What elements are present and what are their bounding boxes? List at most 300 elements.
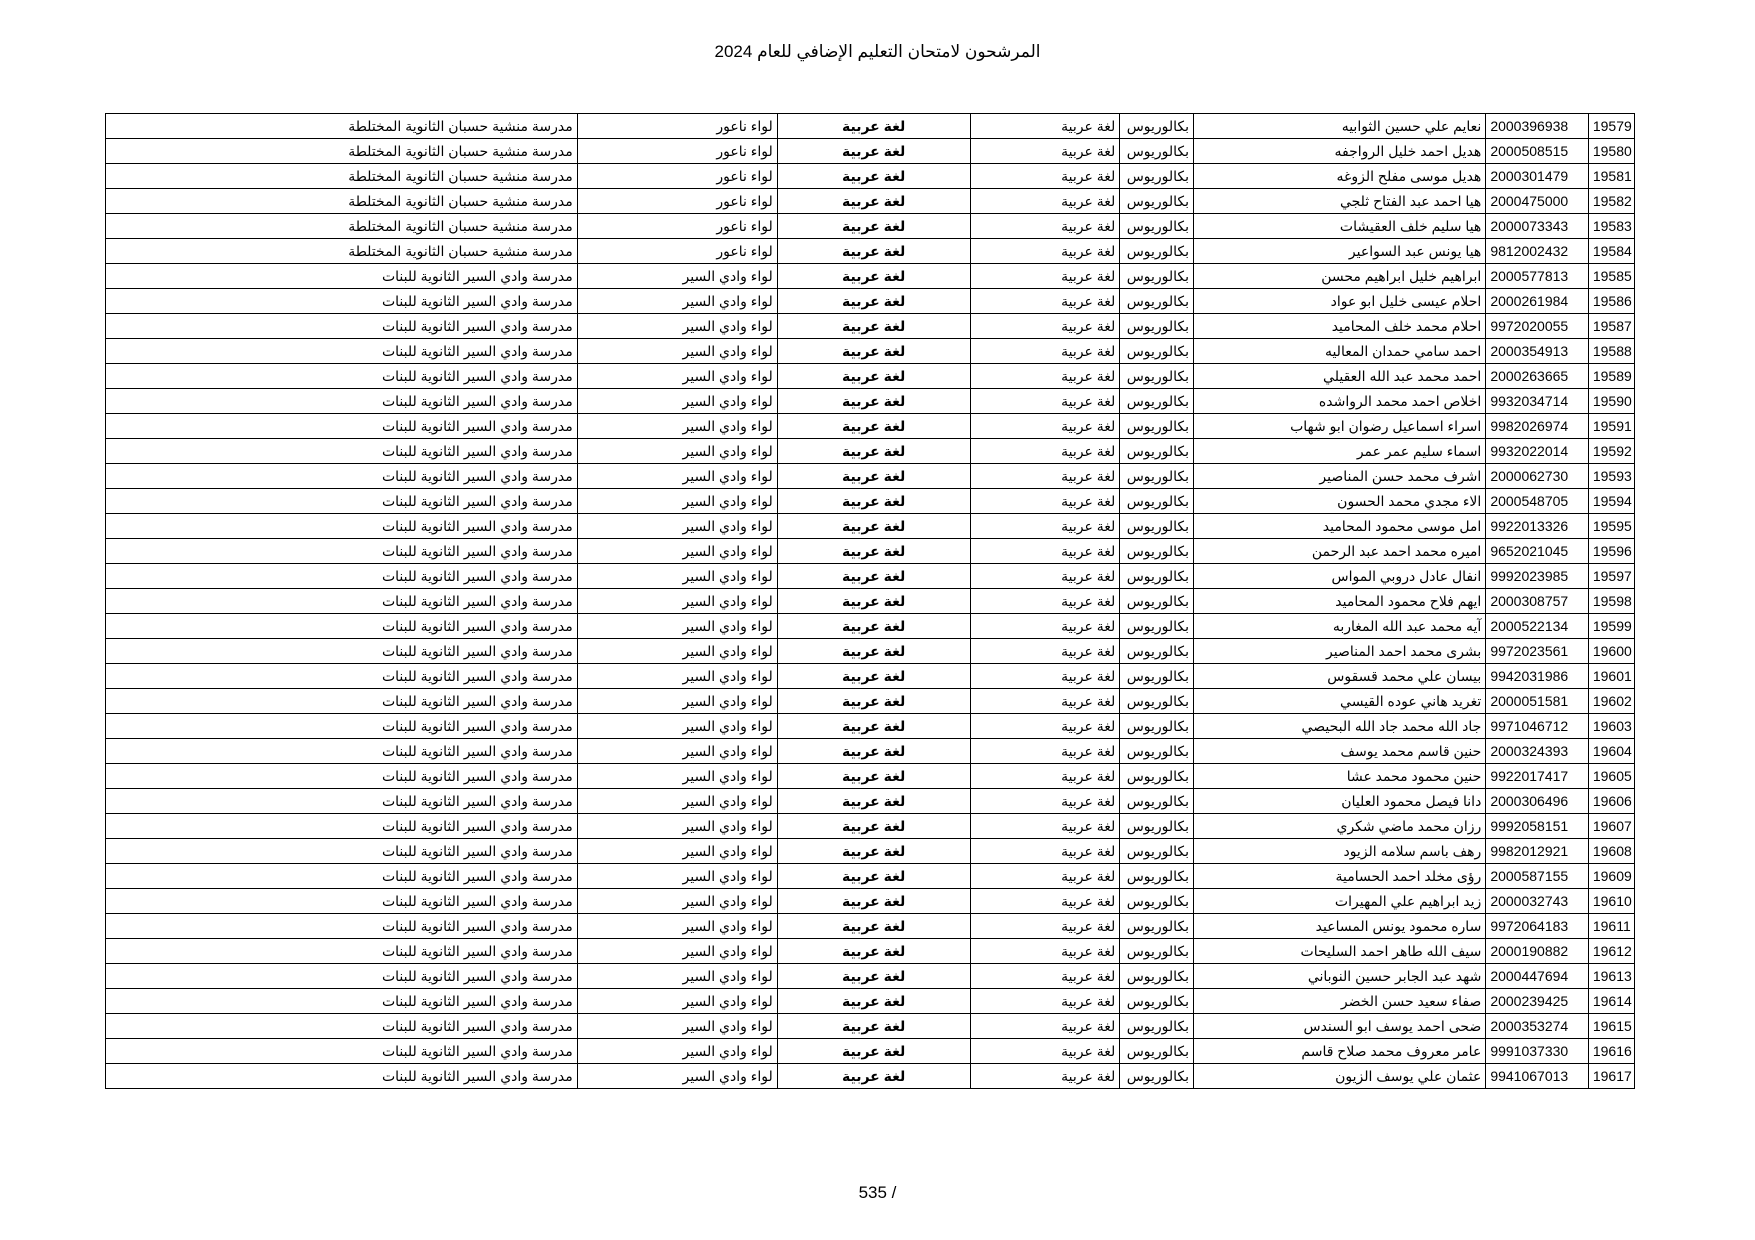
page-number: 535 / (858, 1183, 897, 1202)
exam-center-cell: مدرسة منشية حسبان الثانوية المختلطة (106, 164, 578, 189)
qualification-cell: بكالوريوس (1120, 164, 1194, 189)
exam-center-cell: مدرسة وادي السير الثانوية للبنات (106, 639, 578, 664)
candidate-name-cell: هديل احمد خليل الرواجفه (1194, 139, 1486, 164)
national-id-cell: 9982026974 (1486, 414, 1589, 439)
exam-subject-cell: لغة عربية (777, 439, 970, 464)
district-cell: لواء وادي السير (577, 339, 777, 364)
exam-subject-cell: لغة عربية (777, 289, 970, 314)
exam-center-cell: مدرسة وادي السير الثانوية للبنات (106, 764, 578, 789)
exam-center-cell: مدرسة وادي السير الثانوية للبنات (106, 289, 578, 314)
qualification-cell: بكالوريوس (1120, 464, 1194, 489)
candidate-name-cell: هيا سليم خلف العقيشات (1194, 214, 1486, 239)
district-cell: لواء وادي السير (577, 564, 777, 589)
national-id-cell: 2000508515 (1486, 139, 1589, 164)
national-id-cell: 2000308757 (1486, 589, 1589, 614)
district-cell: لواء وادي السير (577, 464, 777, 489)
district-cell: لواء ناعور (577, 114, 777, 139)
qualification-cell: بكالوريوس (1120, 664, 1194, 689)
exam-subject-cell: لغة عربية (777, 539, 970, 564)
table-row (106, 239, 1635, 264)
candidate-name-cell: ايهم فلاح محمود المحاميد (1194, 589, 1486, 614)
national-id-cell: 2000396938 (1486, 114, 1589, 139)
row-sequence-cell: 19607 (1588, 814, 1634, 839)
exam-center-cell: مدرسة وادي السير الثانوية للبنات (106, 514, 578, 539)
national-id-cell: 9922013326 (1486, 514, 1589, 539)
table-row (106, 189, 1635, 214)
candidate-name-cell: اشرف محمد حسن المناصير (1194, 464, 1486, 489)
candidate-name-cell: جاد الله محمد جاد الله البحيصي (1194, 714, 1486, 739)
specialization-cell: لغة عربية (970, 339, 1120, 364)
candidate-name-cell: احلام محمد خلف المحاميد (1194, 314, 1486, 339)
exam-center-cell: مدرسة وادي السير الثانوية للبنات (106, 314, 578, 339)
candidate-name-cell: احلام عيسى خليل ابو عواد (1194, 289, 1486, 314)
candidate-name-cell: احمد سامي حمدان المعاليه (1194, 339, 1486, 364)
exam-center-cell: مدرسة وادي السير الثانوية للبنات (106, 889, 578, 914)
national-id-cell: 2000073343 (1486, 214, 1589, 239)
district-cell: لواء وادي السير (577, 664, 777, 689)
district-cell: لواء وادي السير (577, 739, 777, 764)
exam-subject-cell: لغة عربية (777, 614, 970, 639)
qualification-cell: بكالوريوس (1120, 439, 1194, 464)
candidate-name-cell: رؤى مخلد احمد الحسامية (1194, 864, 1486, 889)
exam-center-cell: مدرسة وادي السير الثانوية للبنات (106, 914, 578, 939)
table-row (106, 739, 1635, 764)
specialization-cell: لغة عربية (970, 289, 1120, 314)
table-row (106, 714, 1635, 739)
row-sequence-cell: 19580 (1588, 139, 1634, 164)
candidate-name-cell: تغريد هاني عوده القيسي (1194, 689, 1486, 714)
exam-center-cell: مدرسة وادي السير الثانوية للبنات (106, 689, 578, 714)
district-cell: لواء وادي السير (577, 514, 777, 539)
candidate-name-cell: هيا يونس عبد السواعير (1194, 239, 1486, 264)
exam-subject-cell: لغة عربية (777, 514, 970, 539)
row-sequence-cell: 19595 (1588, 514, 1634, 539)
district-cell: لواء وادي السير (577, 414, 777, 439)
table-row (106, 1014, 1635, 1039)
qualification-cell: بكالوريوس (1120, 789, 1194, 814)
specialization-cell: لغة عربية (970, 364, 1120, 389)
candidate-name-cell: هيا احمد عبد الفتاح ثلجي (1194, 189, 1486, 214)
specialization-cell: لغة عربية (970, 914, 1120, 939)
row-sequence-cell: 19605 (1588, 764, 1634, 789)
exam-center-cell: مدرسة وادي السير الثانوية للبنات (106, 489, 578, 514)
exam-center-cell: مدرسة وادي السير الثانوية للبنات (106, 839, 578, 864)
qualification-cell: بكالوريوس (1120, 714, 1194, 739)
national-id-cell: 9652021045 (1486, 539, 1589, 564)
specialization-cell: لغة عربية (970, 614, 1120, 639)
candidate-name-cell: دانا فيصل محمود العليان (1194, 789, 1486, 814)
candidate-name-cell: عثمان علي يوسف الزيون (1194, 1064, 1486, 1089)
national-id-cell: 9932034714 (1486, 389, 1589, 414)
exam-subject-cell: لغة عربية (777, 689, 970, 714)
table-row (106, 439, 1635, 464)
specialization-cell: لغة عربية (970, 314, 1120, 339)
specialization-cell: لغة عربية (970, 264, 1120, 289)
national-id-cell: 2000324393 (1486, 739, 1589, 764)
exam-subject-cell: لغة عربية (777, 789, 970, 814)
candidate-name-cell: بيسان علي محمد قسقوس (1194, 664, 1486, 689)
row-sequence-cell: 19613 (1588, 964, 1634, 989)
table-row (106, 689, 1635, 714)
row-sequence-cell: 19617 (1588, 1064, 1634, 1089)
exam-center-cell: مدرسة منشية حسبان الثانوية المختلطة (106, 189, 578, 214)
exam-center-cell: مدرسة وادي السير الثانوية للبنات (106, 1014, 578, 1039)
exam-center-cell: مدرسة وادي السير الثانوية للبنات (106, 789, 578, 814)
row-sequence-cell: 19609 (1588, 864, 1634, 889)
exam-subject-cell: لغة عربية (777, 589, 970, 614)
row-sequence-cell: 19608 (1588, 839, 1634, 864)
exam-center-cell: مدرسة منشية حسبان الثانوية المختلطة (106, 239, 578, 264)
table-row (106, 839, 1635, 864)
district-cell: لواء وادي السير (577, 289, 777, 314)
specialization-cell: لغة عربية (970, 789, 1120, 814)
national-id-cell: 2000190882 (1486, 939, 1589, 964)
exam-center-cell: مدرسة وادي السير الثانوية للبنات (106, 264, 578, 289)
national-id-cell: 2000587155 (1486, 864, 1589, 889)
row-sequence-cell: 19592 (1588, 439, 1634, 464)
specialization-cell: لغة عربية (970, 1039, 1120, 1064)
qualification-cell: بكالوريوس (1120, 764, 1194, 789)
table-row (106, 639, 1635, 664)
specialization-cell: لغة عربية (970, 214, 1120, 239)
national-id-cell: 9972020055 (1486, 314, 1589, 339)
specialization-cell: لغة عربية (970, 564, 1120, 589)
qualification-cell: بكالوريوس (1120, 989, 1194, 1014)
row-sequence-cell: 19597 (1588, 564, 1634, 589)
candidate-name-cell: سيف الله طاهر احمد السليحات (1194, 939, 1486, 964)
specialization-cell: لغة عربية (970, 939, 1120, 964)
exam-subject-cell: لغة عربية (777, 939, 970, 964)
national-id-cell: 2000062730 (1486, 464, 1589, 489)
qualification-cell: بكالوريوس (1120, 339, 1194, 364)
district-cell: لواء وادي السير (577, 439, 777, 464)
candidate-name-cell: ضحى احمد يوسف ابو السندس (1194, 1014, 1486, 1039)
specialization-cell: لغة عربية (970, 664, 1120, 689)
exam-center-cell: مدرسة منشية حسبان الثانوية المختلطة (106, 114, 578, 139)
row-sequence-cell: 19589 (1588, 364, 1634, 389)
exam-subject-cell: لغة عربية (777, 314, 970, 339)
table-row (106, 489, 1635, 514)
qualification-cell: بكالوريوس (1120, 264, 1194, 289)
specialization-cell: لغة عربية (970, 814, 1120, 839)
table-row (106, 214, 1635, 239)
national-id-cell: 9992023985 (1486, 564, 1589, 589)
table-row (106, 589, 1635, 614)
exam-subject-cell: لغة عربية (777, 1039, 970, 1064)
district-cell: لواء وادي السير (577, 939, 777, 964)
exam-subject-cell: لغة عربية (777, 1014, 970, 1039)
national-id-cell: 9982012921 (1486, 839, 1589, 864)
qualification-cell: بكالوريوس (1120, 489, 1194, 514)
table-row (106, 664, 1635, 689)
table-row (106, 914, 1635, 939)
exam-center-cell: مدرسة وادي السير الثانوية للبنات (106, 339, 578, 364)
exam-subject-cell: لغة عربية (777, 364, 970, 389)
national-id-cell: 2000447694 (1486, 964, 1589, 989)
qualification-cell: بكالوريوس (1120, 839, 1194, 864)
specialization-cell: لغة عربية (970, 589, 1120, 614)
candidate-name-cell: شهد عبد الجابر حسين النوباني (1194, 964, 1486, 989)
candidate-name-cell: حنين محمود محمد عشا (1194, 764, 1486, 789)
qualification-cell: بكالوريوس (1120, 589, 1194, 614)
row-sequence-cell: 19611 (1588, 914, 1634, 939)
row-sequence-cell: 19603 (1588, 714, 1634, 739)
candidate-name-cell: امل موسى محمود المحاميد (1194, 514, 1486, 539)
qualification-cell: بكالوريوس (1120, 514, 1194, 539)
candidate-name-cell: رزان محمد ماضي شكري (1194, 814, 1486, 839)
table-row (106, 814, 1635, 839)
national-id-cell: 2000353274 (1486, 1014, 1589, 1039)
table-row (106, 139, 1635, 164)
candidate-name-cell: زيد ابراهيم علي المهيرات (1194, 889, 1486, 914)
district-cell: لواء وادي السير (577, 639, 777, 664)
candidate-name-cell: هديل موسى مفلح الزوغه (1194, 164, 1486, 189)
exam-subject-cell: لغة عربية (777, 739, 970, 764)
row-sequence-cell: 19581 (1588, 164, 1634, 189)
candidate-name-cell: عامر معروف محمد صلاح قاسم (1194, 1039, 1486, 1064)
row-sequence-cell: 19590 (1588, 389, 1634, 414)
table-row (106, 314, 1635, 339)
qualification-cell: بكالوريوس (1120, 1064, 1194, 1089)
specialization-cell: لغة عربية (970, 1064, 1120, 1089)
qualification-cell: بكالوريوس (1120, 214, 1194, 239)
qualification-cell: بكالوريوس (1120, 739, 1194, 764)
qualification-cell: بكالوريوس (1120, 1014, 1194, 1039)
exam-center-cell: مدرسة وادي السير الثانوية للبنات (106, 464, 578, 489)
row-sequence-cell: 19604 (1588, 739, 1634, 764)
row-sequence-cell: 19596 (1588, 539, 1634, 564)
table-row (106, 789, 1635, 814)
table-row (106, 614, 1635, 639)
table-row (106, 164, 1635, 189)
qualification-cell: بكالوريوس (1120, 189, 1194, 214)
qualification-cell: بكالوريوس (1120, 539, 1194, 564)
exam-center-cell: مدرسة وادي السير الثانوية للبنات (106, 989, 578, 1014)
row-sequence-cell: 19587 (1588, 314, 1634, 339)
district-cell: لواء وادي السير (577, 364, 777, 389)
district-cell: لواء وادي السير (577, 589, 777, 614)
exam-subject-cell: لغة عربية (777, 889, 970, 914)
district-cell: لواء وادي السير (577, 539, 777, 564)
candidate-name-cell: ساره محمود يونس المساعيد (1194, 914, 1486, 939)
row-sequence-cell: 19591 (1588, 414, 1634, 439)
qualification-cell: بكالوريوس (1120, 564, 1194, 589)
exam-center-cell: مدرسة وادي السير الثانوية للبنات (106, 814, 578, 839)
candidate-name-cell: صفاء سعيد حسن الخضر (1194, 989, 1486, 1014)
qualification-cell: بكالوريوس (1120, 889, 1194, 914)
qualification-cell: بكالوريوس (1120, 289, 1194, 314)
national-id-cell: 2000301479 (1486, 164, 1589, 189)
exam-center-cell: مدرسة وادي السير الثانوية للبنات (106, 739, 578, 764)
table-row (106, 414, 1635, 439)
exam-center-cell: مدرسة وادي السير الثانوية للبنات (106, 564, 578, 589)
exam-subject-cell: لغة عربية (777, 464, 970, 489)
row-sequence-cell: 19583 (1588, 214, 1634, 239)
candidate-name-cell: الاء مجدي محمد الحسون (1194, 489, 1486, 514)
specialization-cell: لغة عربية (970, 639, 1120, 664)
qualification-cell: بكالوريوس (1120, 914, 1194, 939)
row-sequence-cell: 19593 (1588, 464, 1634, 489)
exam-center-cell: مدرسة وادي السير الثانوية للبنات (106, 1039, 578, 1064)
table-row (106, 539, 1635, 564)
specialization-cell: لغة عربية (970, 539, 1120, 564)
district-cell: لواء ناعور (577, 239, 777, 264)
candidate-name-cell: نعايم علي حسين الثوابيه (1194, 114, 1486, 139)
exam-center-cell: مدرسة وادي السير الثانوية للبنات (106, 589, 578, 614)
exam-subject-cell: لغة عربية (777, 414, 970, 439)
qualification-cell: بكالوريوس (1120, 964, 1194, 989)
exam-subject-cell: لغة عربية (777, 1064, 970, 1089)
candidate-name-cell: اخلاص احمد محمد الرواشده (1194, 389, 1486, 414)
specialization-cell: لغة عربية (970, 864, 1120, 889)
district-cell: لواء وادي السير (577, 989, 777, 1014)
row-sequence-cell: 19598 (1588, 589, 1634, 614)
specialization-cell: لغة عربية (970, 114, 1120, 139)
exam-subject-cell: لغة عربية (777, 239, 970, 264)
candidate-name-cell: بشرى محمد احمد المناصير (1194, 639, 1486, 664)
qualification-cell: بكالوريوس (1120, 1039, 1194, 1064)
exam-center-cell: مدرسة وادي السير الثانوية للبنات (106, 714, 578, 739)
row-sequence-cell: 19610 (1588, 889, 1634, 914)
exam-subject-cell: لغة عربية (777, 864, 970, 889)
row-sequence-cell: 19600 (1588, 639, 1634, 664)
district-cell: لواء وادي السير (577, 864, 777, 889)
national-id-cell: 9972023561 (1486, 639, 1589, 664)
national-id-cell: 9812002432 (1486, 239, 1589, 264)
specialization-cell: لغة عربية (970, 964, 1120, 989)
specialization-cell: لغة عربية (970, 689, 1120, 714)
candidates-table (105, 113, 1635, 1089)
exam-center-cell: مدرسة منشية حسبان الثانوية المختلطة (106, 214, 578, 239)
table-row (106, 889, 1635, 914)
national-id-cell: 9972064183 (1486, 914, 1589, 939)
row-sequence-cell: 19585 (1588, 264, 1634, 289)
national-id-cell: 2000032743 (1486, 889, 1589, 914)
exam-center-cell: مدرسة منشية حسبان الثانوية المختلطة (106, 139, 578, 164)
qualification-cell: بكالوريوس (1120, 639, 1194, 664)
district-cell: لواء وادي السير (577, 489, 777, 514)
district-cell: لواء وادي السير (577, 889, 777, 914)
national-id-cell: 9971046712 (1486, 714, 1589, 739)
row-sequence-cell: 19602 (1588, 689, 1634, 714)
exam-center-cell: مدرسة وادي السير الثانوية للبنات (106, 364, 578, 389)
row-sequence-cell: 19606 (1588, 789, 1634, 814)
row-sequence-cell: 19586 (1588, 289, 1634, 314)
specialization-cell: لغة عربية (970, 489, 1120, 514)
exam-subject-cell: لغة عربية (777, 264, 970, 289)
exam-center-cell: مدرسة وادي السير الثانوية للبنات (106, 939, 578, 964)
district-cell: لواء وادي السير (577, 614, 777, 639)
exam-subject-cell: لغة عربية (777, 564, 970, 589)
specialization-cell: لغة عربية (970, 239, 1120, 264)
table-row (106, 989, 1635, 1014)
national-id-cell: 2000261984 (1486, 289, 1589, 314)
national-id-cell: 2000548705 (1486, 489, 1589, 514)
specialization-cell: لغة عربية (970, 164, 1120, 189)
table-row (106, 564, 1635, 589)
district-cell: لواء وادي السير (577, 264, 777, 289)
exam-subject-cell: لغة عربية (777, 989, 970, 1014)
row-sequence-cell: 19614 (1588, 989, 1634, 1014)
district-cell: لواء وادي السير (577, 839, 777, 864)
exam-subject-cell: لغة عربية (777, 489, 970, 514)
candidates-table-body (106, 114, 1635, 1089)
specialization-cell: لغة عربية (970, 739, 1120, 764)
national-id-cell: 2000051581 (1486, 689, 1589, 714)
candidate-name-cell: حنين قاسم محمد يوسف (1194, 739, 1486, 764)
specialization-cell: لغة عربية (970, 839, 1120, 864)
qualification-cell: بكالوريوس (1120, 614, 1194, 639)
qualification-cell: بكالوريوس (1120, 389, 1194, 414)
exam-subject-cell: لغة عربية (777, 389, 970, 414)
district-cell: لواء وادي السير (577, 789, 777, 814)
specialization-cell: لغة عربية (970, 389, 1120, 414)
specialization-cell: لغة عربية (970, 714, 1120, 739)
exam-subject-cell: لغة عربية (777, 664, 970, 689)
specialization-cell: لغة عربية (970, 414, 1120, 439)
candidate-name-cell: اسراء اسماعيل رضوان ابو شهاب (1194, 414, 1486, 439)
exam-subject-cell: لغة عربية (777, 914, 970, 939)
table-row (106, 389, 1635, 414)
exam-subject-cell: لغة عربية (777, 964, 970, 989)
candidate-name-cell: انفال عادل دروبي المواس (1194, 564, 1486, 589)
exam-subject-cell: لغة عربية (777, 189, 970, 214)
national-id-cell: 2000239425 (1486, 989, 1589, 1014)
national-id-cell: 2000306496 (1486, 789, 1589, 814)
national-id-cell: 9991037330 (1486, 1039, 1589, 1064)
exam-center-cell: مدرسة وادي السير الثانوية للبنات (106, 1064, 578, 1089)
specialization-cell: لغة عربية (970, 764, 1120, 789)
specialization-cell: لغة عربية (970, 464, 1120, 489)
table-row (106, 764, 1635, 789)
district-cell: لواء ناعور (577, 164, 777, 189)
district-cell: لواء وادي السير (577, 1014, 777, 1039)
district-cell: لواء ناعور (577, 189, 777, 214)
candidates-table-container (105, 113, 1635, 1089)
qualification-cell: بكالوريوس (1120, 114, 1194, 139)
district-cell: لواء وادي السير (577, 914, 777, 939)
page-title: المرشحون لامتحان التعليم الإضافي للعام 2024 (714, 42, 1041, 61)
exam-subject-cell: لغة عربية (777, 114, 970, 139)
district-cell: لواء ناعور (577, 139, 777, 164)
row-sequence-cell: 19616 (1588, 1039, 1634, 1064)
table-row (106, 464, 1635, 489)
qualification-cell: بكالوريوس (1120, 139, 1194, 164)
qualification-cell: بكالوريوس (1120, 864, 1194, 889)
national-id-cell: 9942031986 (1486, 664, 1589, 689)
row-sequence-cell: 19582 (1588, 189, 1634, 214)
national-id-cell: 9992058151 (1486, 814, 1589, 839)
district-cell: لواء وادي السير (577, 1064, 777, 1089)
row-sequence-cell: 19594 (1588, 489, 1634, 514)
qualification-cell: بكالوريوس (1120, 939, 1194, 964)
table-row (106, 1039, 1635, 1064)
table-row (106, 339, 1635, 364)
exam-subject-cell: لغة عربية (777, 714, 970, 739)
district-cell: لواء وادي السير (577, 314, 777, 339)
national-id-cell: 9932022014 (1486, 439, 1589, 464)
exam-subject-cell: لغة عربية (777, 764, 970, 789)
table-row (106, 964, 1635, 989)
row-sequence-cell: 19588 (1588, 339, 1634, 364)
specialization-cell: لغة عربية (970, 1014, 1120, 1039)
district-cell: لواء وادي السير (577, 764, 777, 789)
district-cell: لواء وادي السير (577, 689, 777, 714)
qualification-cell: بكالوريوس (1120, 814, 1194, 839)
district-cell: لواء وادي السير (577, 714, 777, 739)
exam-center-cell: مدرسة وادي السير الثانوية للبنات (106, 389, 578, 414)
exam-subject-cell: لغة عربية (777, 164, 970, 189)
